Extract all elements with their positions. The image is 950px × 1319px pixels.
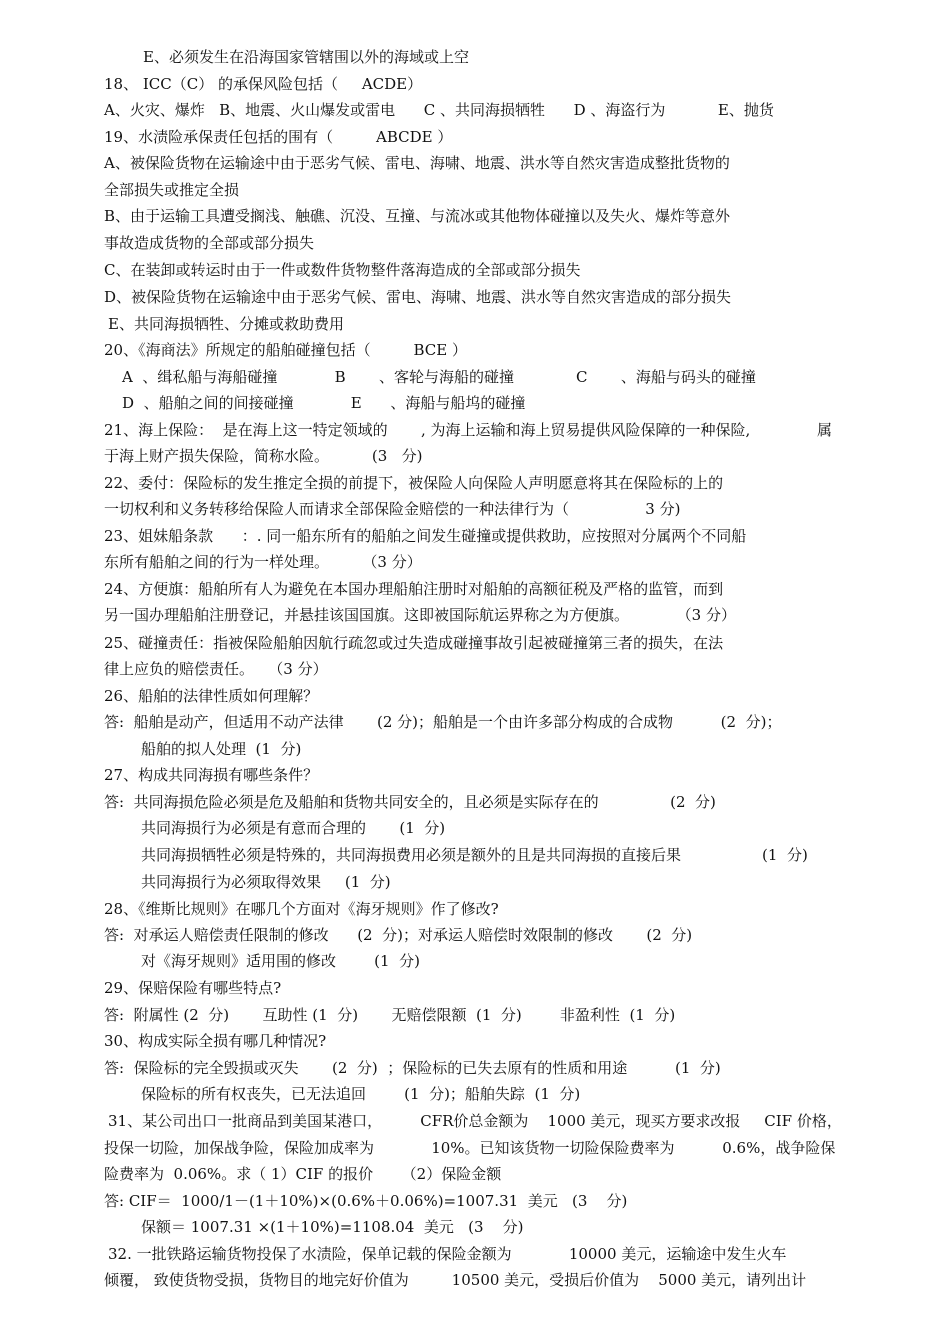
question-19: 19、水渍险承保责任包括的围有（ ABCDE ） (104, 128, 453, 146)
question-25: 25、碰撞责任：指被保险船舶因航行疏忽或过失造成碰撞事故引起被碰撞第三者的损失，在法 (104, 634, 724, 652)
answer-line: 答: 共同海损危险必须是危及船舶和货物共同安全的，且必须是实际存在的 (2 分) (104, 793, 716, 811)
text-line: A 、缉私船与海船碰撞 B 、客轮与海船的碰撞 C 、海船与码头的碰撞 (122, 368, 756, 386)
text-line: E、必须发生在沿海国家管辖围以外的海域或上空 (143, 48, 469, 66)
answer-line: 答: 附属性 (2 分) 互助性 (1 分) 无赔偿限额 (1 分) 非盈利性 (1 分) (104, 1006, 676, 1024)
answer-line: 答: CIF＝ 1000/1－(1＋10%)×(0.6%＋0.06%)=1007.31 美元 (3 分) (104, 1192, 628, 1210)
text-line: 全部损失或推定全损 (104, 181, 240, 199)
text-line: E、共同海损牺牲、分摊或救助费用 (108, 315, 344, 333)
question-23: 23、姐妹船条款 ：. 同一船东所有的船舶之间发生碰撞或提供救助，应按照对分属两个不同船 (104, 527, 747, 545)
text-line: 另一国办理船舶注册登记，并悬挂该国国旗。这即被国际航运界称之为方便旗。 （3 分） (104, 606, 736, 624)
text-line: 投保一切险，加保战争险，保险加成率为 10%。已知该货物一切险保险费率为 0.6%，战争险保 (104, 1139, 836, 1157)
text-line: 东所有船舶之间的行为一样处理。 （3 分） (104, 553, 422, 571)
answer-line: 答: 保险标的完全毁损或灭失 (2 分) ；保险标的已失去原有的性质和用途 (1 分) (104, 1059, 721, 1077)
answer-line: 共同海损行为必须取得效果 (1 分) (141, 873, 391, 891)
question-29: 29、保赔保险有哪些特点? (104, 979, 282, 997)
text-line: B、由于运输工具遭受搁浅、触礁、沉没、互撞、与流冰或其他物体碰撞以及失火、爆炸等意外 (104, 207, 731, 225)
text-line: 一切权利和义务转移给保险人而请求全部保险金赔偿的一种法律行为（ 3 分) (104, 500, 681, 518)
text-line: 倾覆， 致使货物受损，货物目的地完好价值为 10500 美元，受损后价值为 5000 美元，请列出计 (104, 1271, 807, 1289)
question-18: 18、 ICC（C） 的承保风险包括（ ACDE） (104, 75, 423, 93)
text-line: D 、船舶之间的间接碰撞 E 、海船与船坞的碰撞 (122, 394, 526, 412)
text-line: 于海上财产损失保险，简称水险。 (3 分) (104, 447, 423, 465)
question-21: 21、海上保险： 是在海上这一特定领域的 , 为海上运输和海上贸易提供风险保障的一种保险, 属 (104, 421, 833, 439)
question-26: 26、船舶的法律性质如何理解？ (104, 687, 319, 705)
answer-line: 共同海损牺牲必须是特殊的，共同海损费用必须是额外的且是共同海损的直接后果 (1 分) (141, 846, 808, 864)
question-20: 20、《海商法》所规定的船舶碰撞包括（ BCE ） (104, 341, 467, 359)
question-32: 32. 一批铁路运输货物投保了水渍险，保单记载的保险金额为 10000 美元，运输途中发生火车 (108, 1245, 787, 1263)
question-27: 27、构成共同海损有哪些条件？ (104, 766, 319, 784)
question-24: 24、方便旗：船舶所有人为避免在本国办理船舶注册时对船舶的高额征税及严格的监管，而到 (104, 580, 724, 598)
answer-line: 保额＝ 1007.31 ×(1＋10%)=1108.04 美元 (3 分) (141, 1218, 524, 1236)
question-22: 22、委付：保险标的发生推定全损的前提下，被保险人向保险人声明愿意将其在保险标的上的 (104, 474, 724, 492)
question-31: 31、某公司出口一批商品到美国某港口， CFR价总金额为 1000 美元，现买方要求改报 CIF 价格， (108, 1112, 842, 1130)
answer-line: 共同海损行为必须是有意而合理的 (1 分) (141, 819, 446, 837)
question-30: 30、构成实际全损有哪几种情况? (104, 1032, 327, 1050)
text-line: 险费率为 0.06%。求（ 1）CIF 的报价 （2）保险金额 (104, 1165, 502, 1183)
answer-line: 对《海牙规则》适用围的修改 (1 分) (141, 952, 420, 970)
text-line: D、被保险货物在运输途中由于恶劣气候、雷电、海啸、地震、洪水等自然灾害造成的部分损失 (104, 288, 732, 306)
text-line: 律上应负的赔偿责任。 （3 分） (104, 660, 328, 678)
answer-line: 船舶的拟人处理 (1 分) (141, 740, 302, 758)
text-line: A、被保险货物在运输途中由于恶劣气候、雷电、海啸、地震、洪水等自然灾害造成整批货物的 (104, 154, 730, 172)
text-line: C、在装卸或转运时由于一件或数件货物整件落海造成的全部或部分损失 (104, 261, 581, 279)
question-28: 28、《维斯比规则》在哪几个方面对《海牙规则》作了修改? (104, 900, 499, 918)
text-line: A、火灾、爆炸 B、地震、火山爆发或雷电 C 、共同海损牺牲 D 、海盗行为 E、抛货 (104, 101, 774, 119)
answer-line: 答: 船舶是动产，但适用不动产法律 (2 分)；船舶是一个由许多部分构成的合成物 (2 分)； (104, 713, 782, 731)
answer-line: 保险标的所有权丧失，已无法追回 (1 分)；船舶失踪 (1 分) (141, 1085, 581, 1103)
answer-line: 答: 对承运人赔偿责任限制的修改 (2 分)；对承运人赔偿时效限制的修改 (2 分) (104, 926, 693, 944)
text-line: 事故造成货物的全部或部分损失 (104, 234, 315, 252)
